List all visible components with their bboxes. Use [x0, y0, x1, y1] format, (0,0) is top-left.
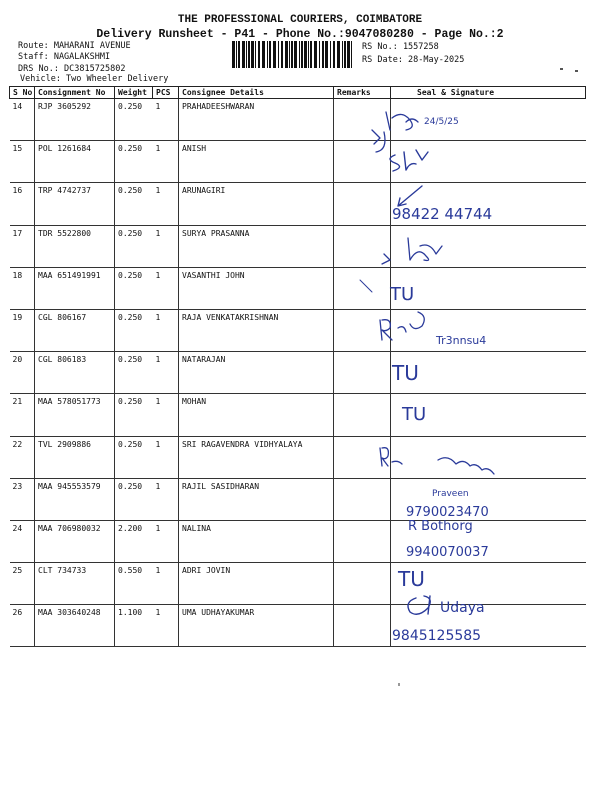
barcode-bar — [262, 41, 265, 68]
table-row — [10, 225, 586, 267]
rs-date: RS Date: 28-May-2025 — [362, 55, 465, 65]
cell-consignee: VASANTHI JOHN — [179, 267, 334, 309]
barcode-bar — [242, 41, 245, 68]
handwritten-name: Praveen — [432, 489, 469, 499]
cell-seal — [391, 141, 586, 183]
cell-consignee: RAJIL SASIDHARAN — [179, 478, 334, 520]
table-row — [10, 394, 586, 436]
cell-consignment: MAA 651491991 — [35, 267, 115, 309]
barcode-bar — [232, 41, 235, 68]
table-row — [10, 267, 586, 309]
barcode-bar — [248, 41, 250, 68]
header-sno: S No — [10, 87, 35, 99]
cell-consignment: POL 1261684 — [35, 141, 115, 183]
cell-consignment: MAA 578051773 — [35, 394, 115, 436]
barcode-bar — [238, 41, 240, 68]
runsheet-title: Delivery Runsheet - P41 - Phone No.:9047080280 - Page No.:2 — [96, 28, 504, 41]
barcode-bar — [251, 41, 254, 68]
cell-consignment: CLT 734733 — [35, 563, 115, 605]
cell-weight: 1.100 — [115, 605, 153, 647]
cell-weight: 0.250 — [115, 352, 153, 394]
barcode-bar — [344, 41, 346, 68]
cell-remarks — [334, 352, 391, 394]
cell-sno: 14 — [10, 99, 35, 141]
handwritten-name: Udaya — [440, 600, 485, 616]
table-row — [10, 563, 586, 605]
cell-sno: 23 — [10, 478, 35, 520]
barcode-bar — [291, 41, 293, 68]
cell-consignee: ANISH — [179, 141, 334, 183]
cell-remarks — [334, 436, 391, 478]
handwritten-name: Tr3nnsu4 — [436, 334, 487, 347]
header-remarks: Remarks — [334, 87, 391, 99]
cell-consignment: TDR 5522800 — [35, 225, 115, 267]
cell-sno: 17 — [10, 225, 35, 267]
cell-weight: 0.250 — [115, 183, 153, 225]
barcode-bar — [319, 41, 320, 68]
cell-pcs: 1 — [153, 309, 179, 351]
barcode-bar — [294, 41, 297, 68]
barcode-bar — [325, 41, 328, 68]
scan-speck — [398, 683, 400, 686]
barcode-image — [232, 41, 356, 68]
cell-seal — [391, 309, 586, 351]
barcode-bar — [310, 41, 312, 68]
cell-consignee: ADRI JOVIN — [179, 563, 334, 605]
table-row — [10, 436, 586, 478]
drs-number: DRS No.: DC3815725802 — [18, 64, 126, 74]
scan-speck — [560, 68, 563, 70]
cell-sno: 25 — [10, 563, 35, 605]
cell-remarks — [334, 478, 391, 520]
header-pcs: PCS — [153, 87, 179, 99]
cell-seal — [391, 394, 586, 436]
cell-consignee: ARUNAGIRI — [179, 183, 334, 225]
barcode-bar — [255, 41, 256, 68]
cell-weight: 0.250 — [115, 225, 153, 267]
cell-pcs: 1 — [153, 99, 179, 141]
signature-date: 24/5/25 — [424, 117, 459, 127]
barcode-bar — [308, 41, 309, 68]
cell-consignee: SRI RAGAVENDRA VIDHYALAYA — [179, 436, 334, 478]
cell-sno: 24 — [10, 520, 35, 562]
cell-seal — [391, 267, 586, 309]
cell-remarks — [334, 520, 391, 562]
cell-pcs: 1 — [153, 183, 179, 225]
handwritten-name: R Bothorg — [408, 519, 473, 534]
cell-consignment: MAA 303640248 — [35, 605, 115, 647]
cell-weight: 0.550 — [115, 563, 153, 605]
cell-pcs: 1 — [153, 478, 179, 520]
cell-seal — [391, 520, 586, 562]
cell-seal — [391, 225, 586, 267]
cell-sno: 21 — [10, 394, 35, 436]
runsheet-table — [9, 86, 586, 647]
header-weight: Weight — [115, 87, 153, 99]
cell-weight: 0.250 — [115, 309, 153, 351]
table-row — [10, 352, 586, 394]
barcode-bar — [269, 41, 271, 68]
table-header-row — [10, 87, 586, 99]
cell-weight: 0.250 — [115, 99, 153, 141]
barcode-bar — [289, 41, 290, 68]
table-row — [10, 141, 586, 183]
barcode-bar — [351, 41, 352, 68]
cell-seal — [391, 183, 586, 225]
cell-pcs: 1 — [153, 352, 179, 394]
cell-remarks — [334, 563, 391, 605]
cell-consignment: CGL 806183 — [35, 352, 115, 394]
barcode-bar — [301, 41, 303, 68]
handwritten-initials: TU — [398, 567, 425, 591]
cell-consignment: CGL 806167 — [35, 309, 115, 351]
cell-remarks — [334, 309, 391, 351]
barcode-bar — [333, 41, 335, 68]
table-row — [10, 605, 586, 647]
cell-weight: 0.250 — [115, 394, 153, 436]
handwritten-initials: TU — [390, 284, 415, 305]
cell-sno: 20 — [10, 352, 35, 394]
cell-sno: 15 — [10, 141, 35, 183]
barcode-bar — [342, 41, 343, 68]
vehicle-label: Vehicle: Two Wheeler Delivery — [20, 74, 169, 84]
barcode-bar — [337, 41, 340, 68]
barcode-bar — [304, 41, 307, 68]
cell-weight: 0.250 — [115, 267, 153, 309]
table-row — [10, 309, 586, 351]
cell-sno: 26 — [10, 605, 35, 647]
cell-sno: 16 — [10, 183, 35, 225]
handwritten-phone: 98422 44744 — [392, 205, 493, 223]
cell-consignee: UMA UDHAYAKUMAR — [179, 605, 334, 647]
barcode-bar — [278, 41, 279, 68]
cell-remarks — [334, 225, 391, 267]
cell-pcs: 1 — [153, 520, 179, 562]
cell-seal — [391, 352, 586, 394]
cell-consignee: MOHAN — [179, 394, 334, 436]
cell-consignee: NATARAJAN — [179, 352, 334, 394]
barcode-bar — [258, 41, 260, 68]
cell-pcs: 1 — [153, 563, 179, 605]
handwritten-phone: 9845125585 — [392, 628, 482, 644]
cell-consignee: NALINA — [179, 520, 334, 562]
handwritten-phone: 9940070037 — [406, 545, 489, 560]
barcode-bar — [347, 41, 350, 68]
cell-pcs: 1 — [153, 436, 179, 478]
cell-weight: 0.250 — [115, 478, 153, 520]
cell-remarks — [334, 141, 391, 183]
cell-pcs: 1 — [153, 267, 179, 309]
barcode-bar — [285, 41, 288, 68]
cell-remarks — [334, 267, 391, 309]
cell-consignment: TVL 2909886 — [35, 436, 115, 478]
barcode-bar — [281, 41, 283, 68]
header-seal: Seal & Signature — [391, 87, 586, 99]
cell-consignment: TRP 4742737 — [35, 183, 115, 225]
cell-consignee: RAJA VENKATAKRISHNAN — [179, 309, 334, 351]
cell-seal — [391, 563, 586, 605]
handwritten-initials: TU — [402, 404, 427, 425]
cell-pcs: 1 — [153, 141, 179, 183]
cell-consignment: MAA 945553579 — [35, 478, 115, 520]
cell-seal — [391, 605, 586, 647]
header-consignee: Consignee Details — [179, 87, 334, 99]
cell-remarks — [334, 605, 391, 647]
cell-consignee: PRAHADEESHWARAN — [179, 99, 334, 141]
barcode-bar — [322, 41, 324, 68]
rs-number: RS No.: 1557258 — [362, 42, 439, 52]
scan-speck — [575, 70, 578, 72]
handwritten-initials: TU — [392, 361, 419, 385]
barcode-bar — [267, 41, 268, 68]
cell-consignee: SURYA PRASANNA — [179, 225, 334, 267]
cell-seal — [391, 436, 586, 478]
barcode-bar — [236, 41, 237, 68]
barcode-bar — [330, 41, 331, 68]
cell-remarks — [334, 183, 391, 225]
cell-pcs: 1 — [153, 225, 179, 267]
handwritten-phone: 9790023470 — [406, 505, 489, 520]
barcode-bar — [273, 41, 276, 68]
route-label: Route: MAHARANI AVENUE — [18, 41, 131, 51]
cell-pcs: 1 — [153, 605, 179, 647]
header-consignment: Consignment No — [35, 87, 115, 99]
table-row — [10, 183, 586, 225]
cell-consignment: RJP 3605292 — [35, 99, 115, 141]
cell-sno: 22 — [10, 436, 35, 478]
table-row — [10, 520, 586, 562]
cell-seal — [391, 99, 586, 141]
table-row — [10, 99, 586, 141]
cell-weight: 0.250 — [115, 436, 153, 478]
cell-pcs: 1 — [153, 394, 179, 436]
cell-weight: 2.200 — [115, 520, 153, 562]
cell-sno: 18 — [10, 267, 35, 309]
barcode-bar — [299, 41, 300, 68]
cell-weight: 0.250 — [115, 141, 153, 183]
staff-label: Staff: NAGALAKSHMI — [18, 52, 111, 62]
cell-remarks — [334, 99, 391, 141]
company-title: THE PROFESSIONAL COURIERS, COIMBATORE — [177, 14, 423, 26]
barcode-bar — [314, 41, 317, 68]
barcode-bar — [246, 41, 247, 68]
table-row — [10, 478, 586, 520]
cell-consignment: MAA 706980032 — [35, 520, 115, 562]
cell-remarks — [334, 394, 391, 436]
cell-seal — [391, 478, 586, 520]
cell-sno: 19 — [10, 309, 35, 351]
